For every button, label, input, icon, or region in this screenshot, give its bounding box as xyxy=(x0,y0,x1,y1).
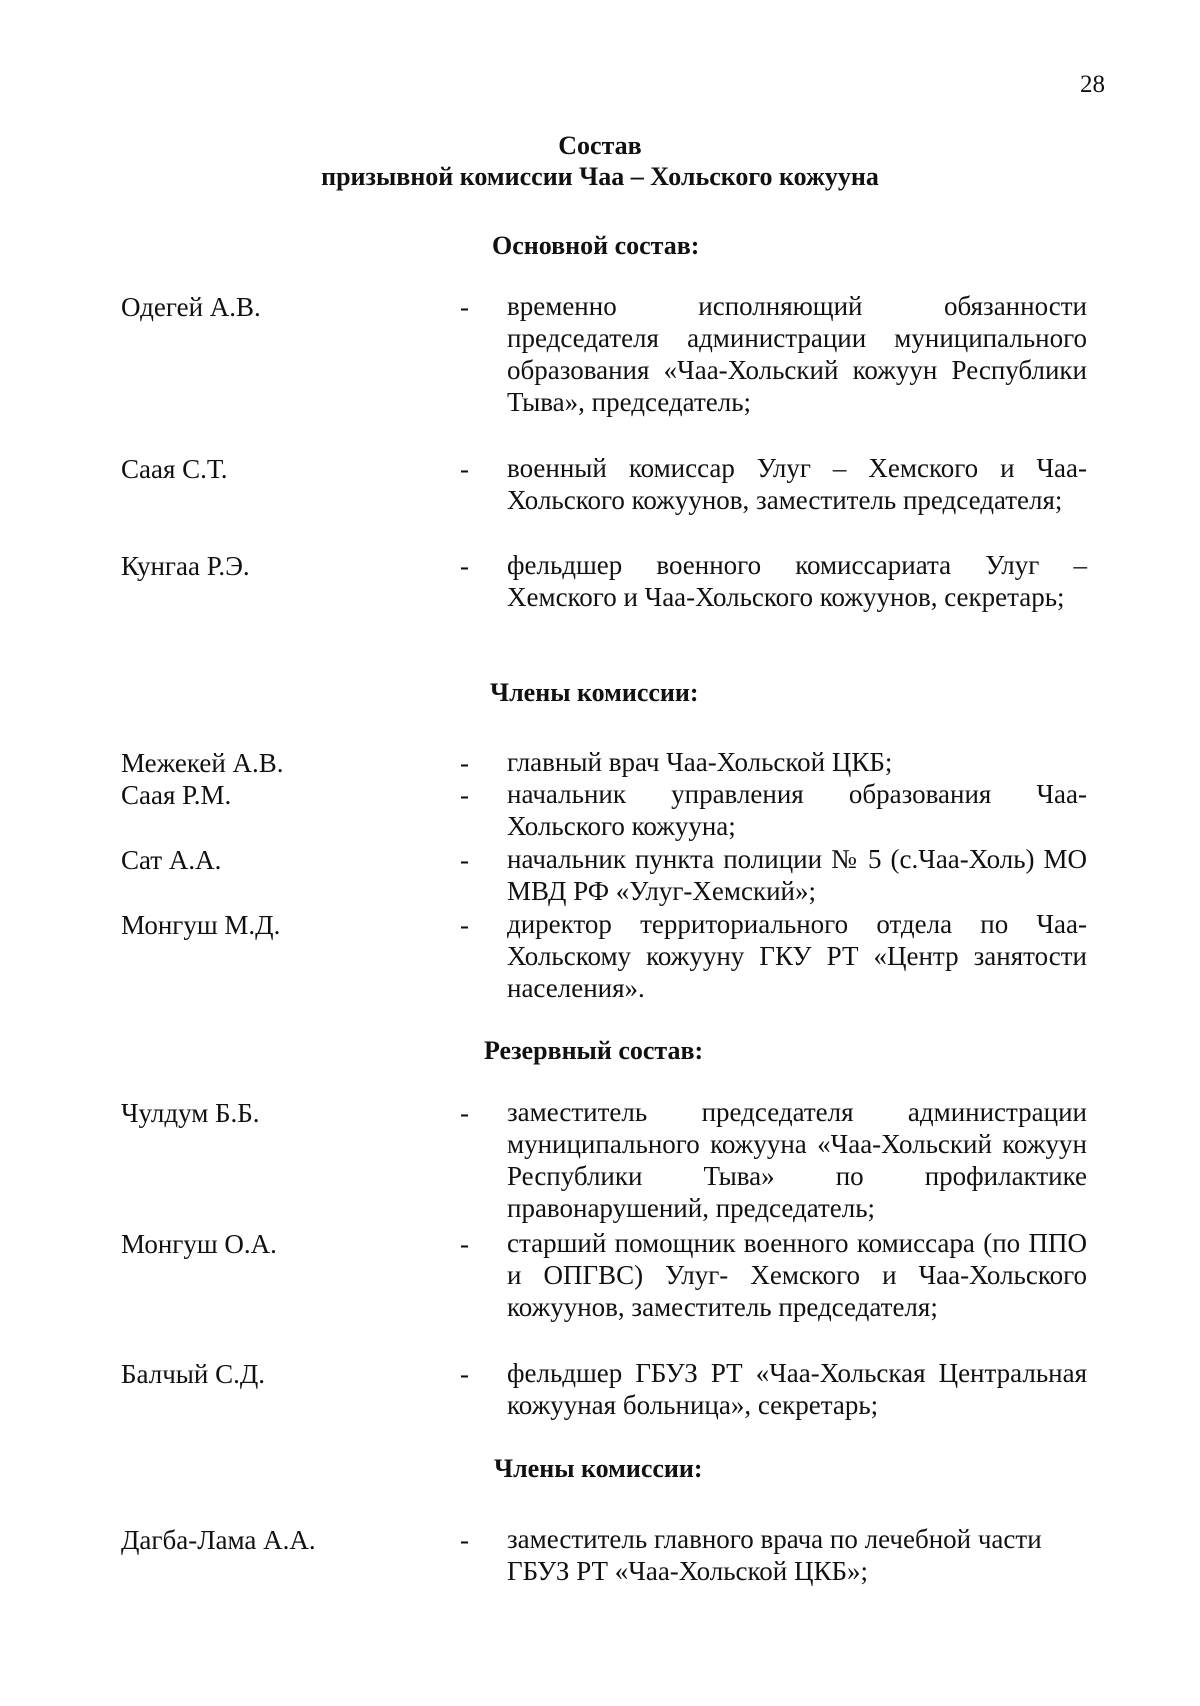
main-section-heading: Основной состав: xyxy=(492,231,700,260)
reserve-section-heading: Резервный состав: xyxy=(484,1036,704,1065)
member-role: фельдшер военного комиссариата Улуг – Хемского и Чаа-Хольского кожуунов, секретарь; xyxy=(507,550,1087,612)
member-name: Балчый С.Д. xyxy=(121,1359,266,1389)
member-role: старший помощник военного комиссара (по ППО и ОПГВС) Улуг- Хемского и Чаа-Хольского кожуунов, заместитель председателя; xyxy=(507,1228,1087,1322)
member-name: Одегей А.В. xyxy=(121,292,261,322)
members-heading: Члены комиссии: xyxy=(490,678,699,707)
member-role: заместитель председателя администрации муниципального кожууна «Чаа-Хольский кожуун Республики Тыва» по профилактике правонарушений, председатель; xyxy=(507,1097,1087,1223)
member-name: Сат А.А. xyxy=(121,845,222,875)
member-name: Чулдум Б.Б. xyxy=(121,1098,260,1128)
page-number: 28 xyxy=(1080,71,1105,98)
entry-dash: - xyxy=(460,1098,469,1128)
document-title xyxy=(0,130,1200,192)
entry-dash: - xyxy=(460,1359,469,1389)
member-name: Межекей А.В. xyxy=(121,748,284,778)
member-name: Монгуш М.Д. xyxy=(121,910,281,940)
entry-dash: - xyxy=(460,292,469,322)
entry-dash: - xyxy=(460,551,469,581)
title-line-1: Состав xyxy=(558,131,642,160)
member-role: заместитель главного врача по лечебной части ГБУЗ РТ «Чаа-Хольской ЦКБ»; xyxy=(507,1524,1042,1586)
entry-dash: - xyxy=(460,1229,469,1259)
member-name: Дагба-Лама А.А. xyxy=(121,1525,316,1555)
member-name: Саая С.Т. xyxy=(121,454,228,484)
reserve-members-heading: Члены комиссии: xyxy=(494,1454,703,1483)
member-role: директор территориального отдела по Чаа-Хольскому кожууну ГКУ РТ «Центр занятости населения». xyxy=(507,909,1087,1003)
member-role: военный комиссар Улуг – Хемского и Чаа-Хольского кожуунов, заместитель председателя; xyxy=(507,453,1087,515)
member-name: Саая Р.М. xyxy=(121,780,232,810)
member-role: начальник управления образования Чаа-Хольского кожууна; xyxy=(507,779,1087,841)
entry-dash: - xyxy=(460,845,469,875)
entry-dash: - xyxy=(460,780,469,810)
member-role: начальник пункта полиции № 5 (с.Чаа-Холь) МО МВД РФ «Улуг-Хемский»; xyxy=(507,844,1087,906)
entry-dash: - xyxy=(460,1525,469,1555)
entry-dash: - xyxy=(460,454,469,484)
member-role: главный врач Чаа-Хольской ЦКБ; xyxy=(507,747,893,777)
member-role: фельдшер ГБУЗ РТ «Чаа-Хольская Центральная кожууная больница», секретарь; xyxy=(507,1358,1087,1420)
member-role: временно исполняющий обязанности председателя администрации муниципального образования «Чаа-Хольский кожуун Республики Тыва», председатель; xyxy=(507,291,1087,417)
member-name: Кунгаа Р.Э. xyxy=(121,551,250,581)
title-line-2: призывной комиссии Чаа – Хольского кожууна xyxy=(321,162,879,191)
entry-dash: - xyxy=(460,748,469,778)
entry-dash: - xyxy=(460,910,469,940)
member-name: Монгуш О.А. xyxy=(121,1229,277,1259)
